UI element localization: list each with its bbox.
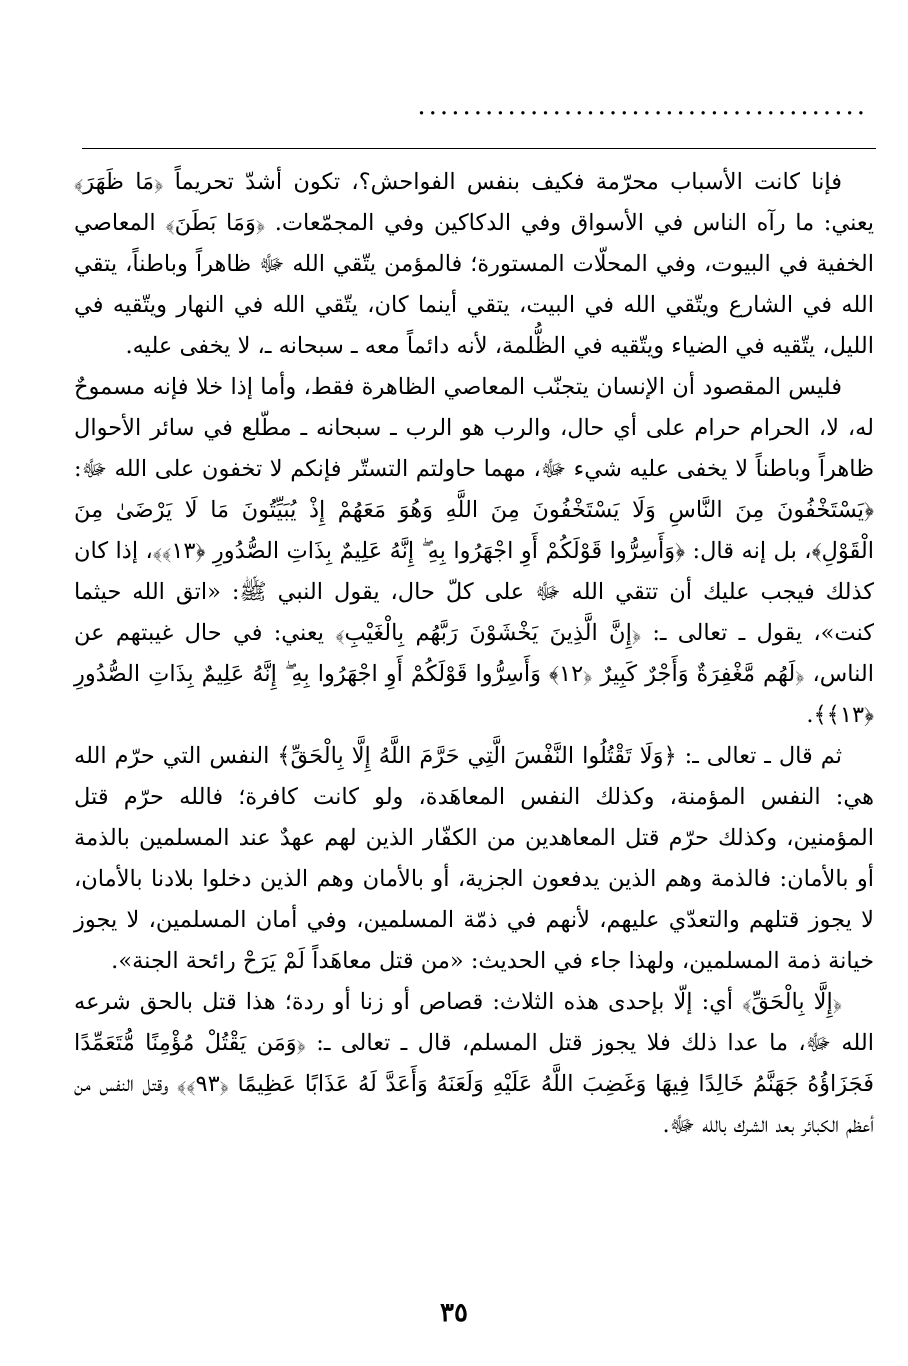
body-text	[74, 162, 874, 1146]
paragraph-1: فإنا كانت الأسباب محرّمة فكيف بنفس الفواحش؟، تكون أشدّ تحريماً ﴿مَا ظَهَرَ﴾ يعني: ما رآه الناس في الأسواق وفي الدكاكين وفي المجمّعات. ﴿وَمَا بَطَنَ﴾ المعاصي الخفية في البيوت، وفي المحلّات المستورة؛ فالمؤمن يتّقي الله ﷻ ظاهراً وباطناً، يتقي الله في الشارع ويتّقي الله في البيت، يتقي أينما كان، يتّقي الله في النهار ويتّقيه في الليل، يتّقيه في الضياء ويتّقيه في الظُّلمة، لأنه دائماً معه ـ سبحانه ـ، لا يخفى عليه.	[74, 169, 874, 359]
header-rule	[82, 148, 876, 149]
page-number: ٣٥	[440, 1298, 468, 1328]
header-dotted-line: ........................................	[417, 91, 868, 121]
paragraph-3: ثم قال ـ تعالى ـ: ﴿وَلَا تَقْتُلُوا النَّفْسَ الَّتِي حَرَّمَ اللَّهُ إِلَّا بِالْحَقِّ﴾ النفس التي حرّم الله هي: النفس المؤمنة، وكذلك النفس المعاهَدة، ولو كانت كافرة؛ فالله حرّم قتل المؤمنين، وكذلك حرّم قتل المعاهدين من الكفّار الذين لهم عهدٌ عند المسلمين بالذمة أو بالأمان: فالذمة وهم الذين يدفعون الجزية، أو بالأمان وهم الذين دخلوا بلادنا بالأمان، لا يجوز قتلهم والتعدّي عليهم، لأنهم في ذمّة المسلمين، وفي أمان المسلمين، لا يجوز خيانة ذمة المسلمين، ولهذا جاء في الحديث: «من قتل معاهَداً لَمْ يَرَحْ رائحة الجنة».	[74, 743, 874, 974]
paragraph-4: ﴿إِلَّا بِالْحَقِّ﴾ أي: إلّا بإحدى هذه الثلاث: قصاص أو زنا أو ردة؛ هذا قتل بالحق شرعه الله ﷻ، ما عدا ذلك فلا يجوز قتل المسلم، قال ـ تعالى ـ: ﴿وَمَن يَقْتُلْ مُؤْمِنًا مُّتَعَمِّدًا فَجَزَاؤُهُ جَهَنَّمُ خَالِدًا فِيهَا وَغَضِبَ اللَّهُ عَلَيْهِ وَلَعَنَهُ وَأَعَدَّ لَهُ عَذَابًا عَظِيمًا ﴿٩٣﴾﴾ وقتل النفس من أعظم الكبائر بعد الشرك بالله ﷻ.	[74, 989, 874, 1138]
paragraph-2: فليس المقصود أن الإنسان يتجنّب المعاصي الظاهرة فقط، وأما إذا خلا فإنه مسموحٌ له، لا، الحرام حرام على أي حال، والرب هو الرب ـ سبحانه ـ مطّلع في سائر الأحوال ظاهراً وباطناً لا يخفى عليه شيء ﷻ، مهما حاولتم التستّر فإنكم لا تخفون على الله ﷻ: ﴿يَسْتَخْفُونَ مِنَ النَّاسِ وَلَا يَسْتَخْفُونَ مِنَ اللَّهِ وَهُوَ مَعَهُمْ إِذْ يُبَيِّتُونَ مَا لَا يَرْضَىٰ مِنَ الْقَوْلِ﴾، بل إنه قال: ﴿وَأَسِرُّوا قَوْلَكُمْ أَوِ اجْهَرُوا بِهِ ۖ إِنَّهُ عَلِيمٌ بِذَاتِ الصُّدُورِ ﴿١٣﴾﴾، إذا كان كذلك فيجب عليك أن تتقي الله ﷻ على كلّ حال، يقول النبي ﷺ: «اتق الله حيثما كنت»، يقول ـ تعالى ـ: ﴿إِنَّ الَّذِينَ يَخْشَوْنَ رَبَّهُم بِالْغَيْبِ﴾ يعني: في حال غيبتهم عن الناس، ﴿لَهُم مَّغْفِرَةٌ وَأَجْرٌ كَبِيرٌ ﴿١٢﴾ وَأَسِرُّوا قَوْلَكُمْ أَوِ اجْهَرُوا بِهِ ۖ إِنَّهُ عَلِيمٌ بِذَاتِ الصُّدُورِ ﴿١٣﴾﴾.	[74, 374, 874, 728]
